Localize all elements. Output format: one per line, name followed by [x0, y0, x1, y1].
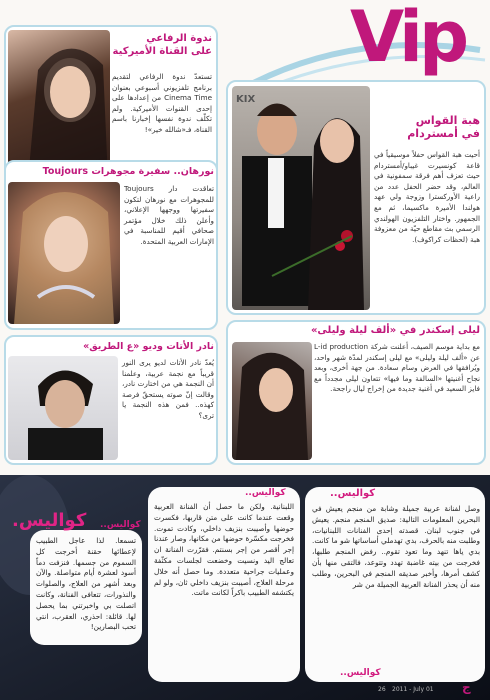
singer-portrait-illustration	[232, 342, 312, 460]
leila-photo	[232, 342, 312, 460]
portrait-illustration	[8, 30, 110, 180]
nadwa-title-line2: على القناة الأميركية	[112, 46, 212, 57]
footer-page-number: 26	[378, 686, 386, 693]
heba-title-line2: في أمستردام	[407, 127, 480, 140]
norhan-title: نورهان.. سفيرة مجوهرات Toujours	[42, 166, 214, 177]
backdrop-sign: KIX	[236, 94, 256, 105]
panel-2-label: كواليس..	[245, 488, 286, 498]
vip-logo-text: Vip	[350, 0, 466, 78]
panel-3-label: كواليس..	[100, 520, 141, 530]
panel-1-body: وصل لفنانة عربية جميلة وشابة من منجم يعيش في البحرين المعلومات التالية: صديق المنجم منجم. يعيش في جنوب لبنان. قصدته إحدى الفنانات اللبنانيات، وطلبت منه بالحرف، بدي تهدملي أساساتها شو ما كانت. بدي ياها تنهد وما تعود تقوم.. رفض المنجم طلبها، فخرجت من بيته غاضبة تهدد وتتوعد، فالتقى منها بأن كشف أمرها، وأخبر صديقه المنجم في البحرين، وطلب منه أن يحذر الفنانة العربية الجميلة من شر	[312, 504, 480, 589]
heba-title-line1: هبة القواس	[415, 114, 480, 127]
nader-title: نادر الأتات وديو «ع الطريق»	[83, 341, 214, 352]
nadwa-photo	[8, 30, 110, 180]
norhan-photo	[8, 182, 120, 324]
heba-body: أحيت هبة القواس حفلاً موسيقياً في قاعة كونسيرت غيباو/أمستردام حيث تعزف أهم فرقة سمفونية في العالم، وقد حضر الحفل عدد من راعية الأوركسترا وزوجة ولي عهد هولندا الأميرة ماكسيما، ثم مع الجمهور. واختار التلفزيون الهولندي الرسمي بث مقاطع حيّة من معزوفة هبة (لحظات كراكوف).	[374, 150, 480, 244]
nadwa-title-line1: ندوة الرفاعي	[146, 33, 212, 44]
heba-photo	[232, 86, 370, 310]
nader-body: يُعدّ نادر الأتات لديو يرى النور قريباً مع نجمة عربية، وعلمنا أن النجمة هي من اختارت نادر، وقالت إنّ صوته يستحقّ فرصة كهذه.. فمن هذه النجمة يا ترى؟	[122, 358, 214, 420]
heba-title	[374, 114, 480, 140]
leila-title: ليلى إسكندر في «ألف ليلة وليلى»	[310, 325, 480, 336]
norhan-body: تعاقدت دار Toujours للمجوهرات مع نورهان لتكون سفيرتها ووجهها الإعلاني، وأعلن ذلك خلال مؤتمر صحافي أقيم للمناسبة في الإمارات العربية المتحدة.	[124, 184, 214, 246]
couple-illustration	[232, 86, 370, 310]
leila-body: مع بداية موسم الصيف، أعلنت شركة L-id production عن «ألف ليلة وليلى» مع ليلى إسكندر لمدّة شهر واحد، ويُرافقها في العرض وسام سعادة. من جهة أخرى، وبعد نجاح أغنيتها «السالفة وما فيها» تتعاون ليلى مجدداً مع فايز السعيد في أغنية جديدة من إخراج ليال راجحة.	[314, 342, 480, 394]
panel-1-tail: كواليس..	[340, 668, 381, 678]
panel-2-body: اللبنانية. ولكن ما حصل أن الفنانة العربية وقعت عندما كانت على متن قاربها، فكسرت حوضها وأصيبت بنزيف داخلي، وكادت تموت. فخرجت مكسّرة حوضها من مكانها، وصار عندنا إجر أقصر من إجر بسنتم. فقرّرت الفنانة ان تعالج اليد ونسيت وخضعت لجلسات مكثّفة وعمليات جراحية متعددة. وما حصل أنه خلال مرحلة العلاج، أصيبت بنزيف داخلي ثان، ولو لم يكتشفه الطبيب باكراً لكانت ماتت.	[154, 502, 294, 598]
footer-date: 2011 - July 01	[392, 686, 434, 693]
woman-portrait-illustration	[8, 182, 120, 324]
panel-1-label: كواليس..	[330, 488, 376, 499]
side-label: كواليس.	[12, 510, 87, 531]
nadwa-title	[112, 32, 212, 58]
man-portrait-illustration	[8, 356, 118, 460]
footer-logo: ج	[462, 680, 471, 694]
vip-logo	[330, 2, 480, 80]
nadwa-body: تستعدّ ندوة الرفاعي لتقديم برنامج تلفزيوني أسبوعي بعنوان Cinema Time من إعدادها على إحدى القنوات الأميركية. ولم تكلّف ندوة نفسها إخبارنا باسم القناة، فـ«شالله خير»!	[112, 72, 212, 134]
nader-photo	[8, 356, 118, 460]
panel-3-body: تسمعا. لذا عاجل الطبيب لإعطائها حقنة أخرجت كل السموم من جسمها. فنزفت دماً أسود لعشرة أيام متواصلة. والآن وبعد أشهر من العلاج، والصلوات والنذورات، تتعافى الفنانة، وكانت اتصلت بي واخبرتني بما يحصل لها. قائلة: احذري، العقرب، انتي تحب البصارين!	[36, 536, 136, 632]
